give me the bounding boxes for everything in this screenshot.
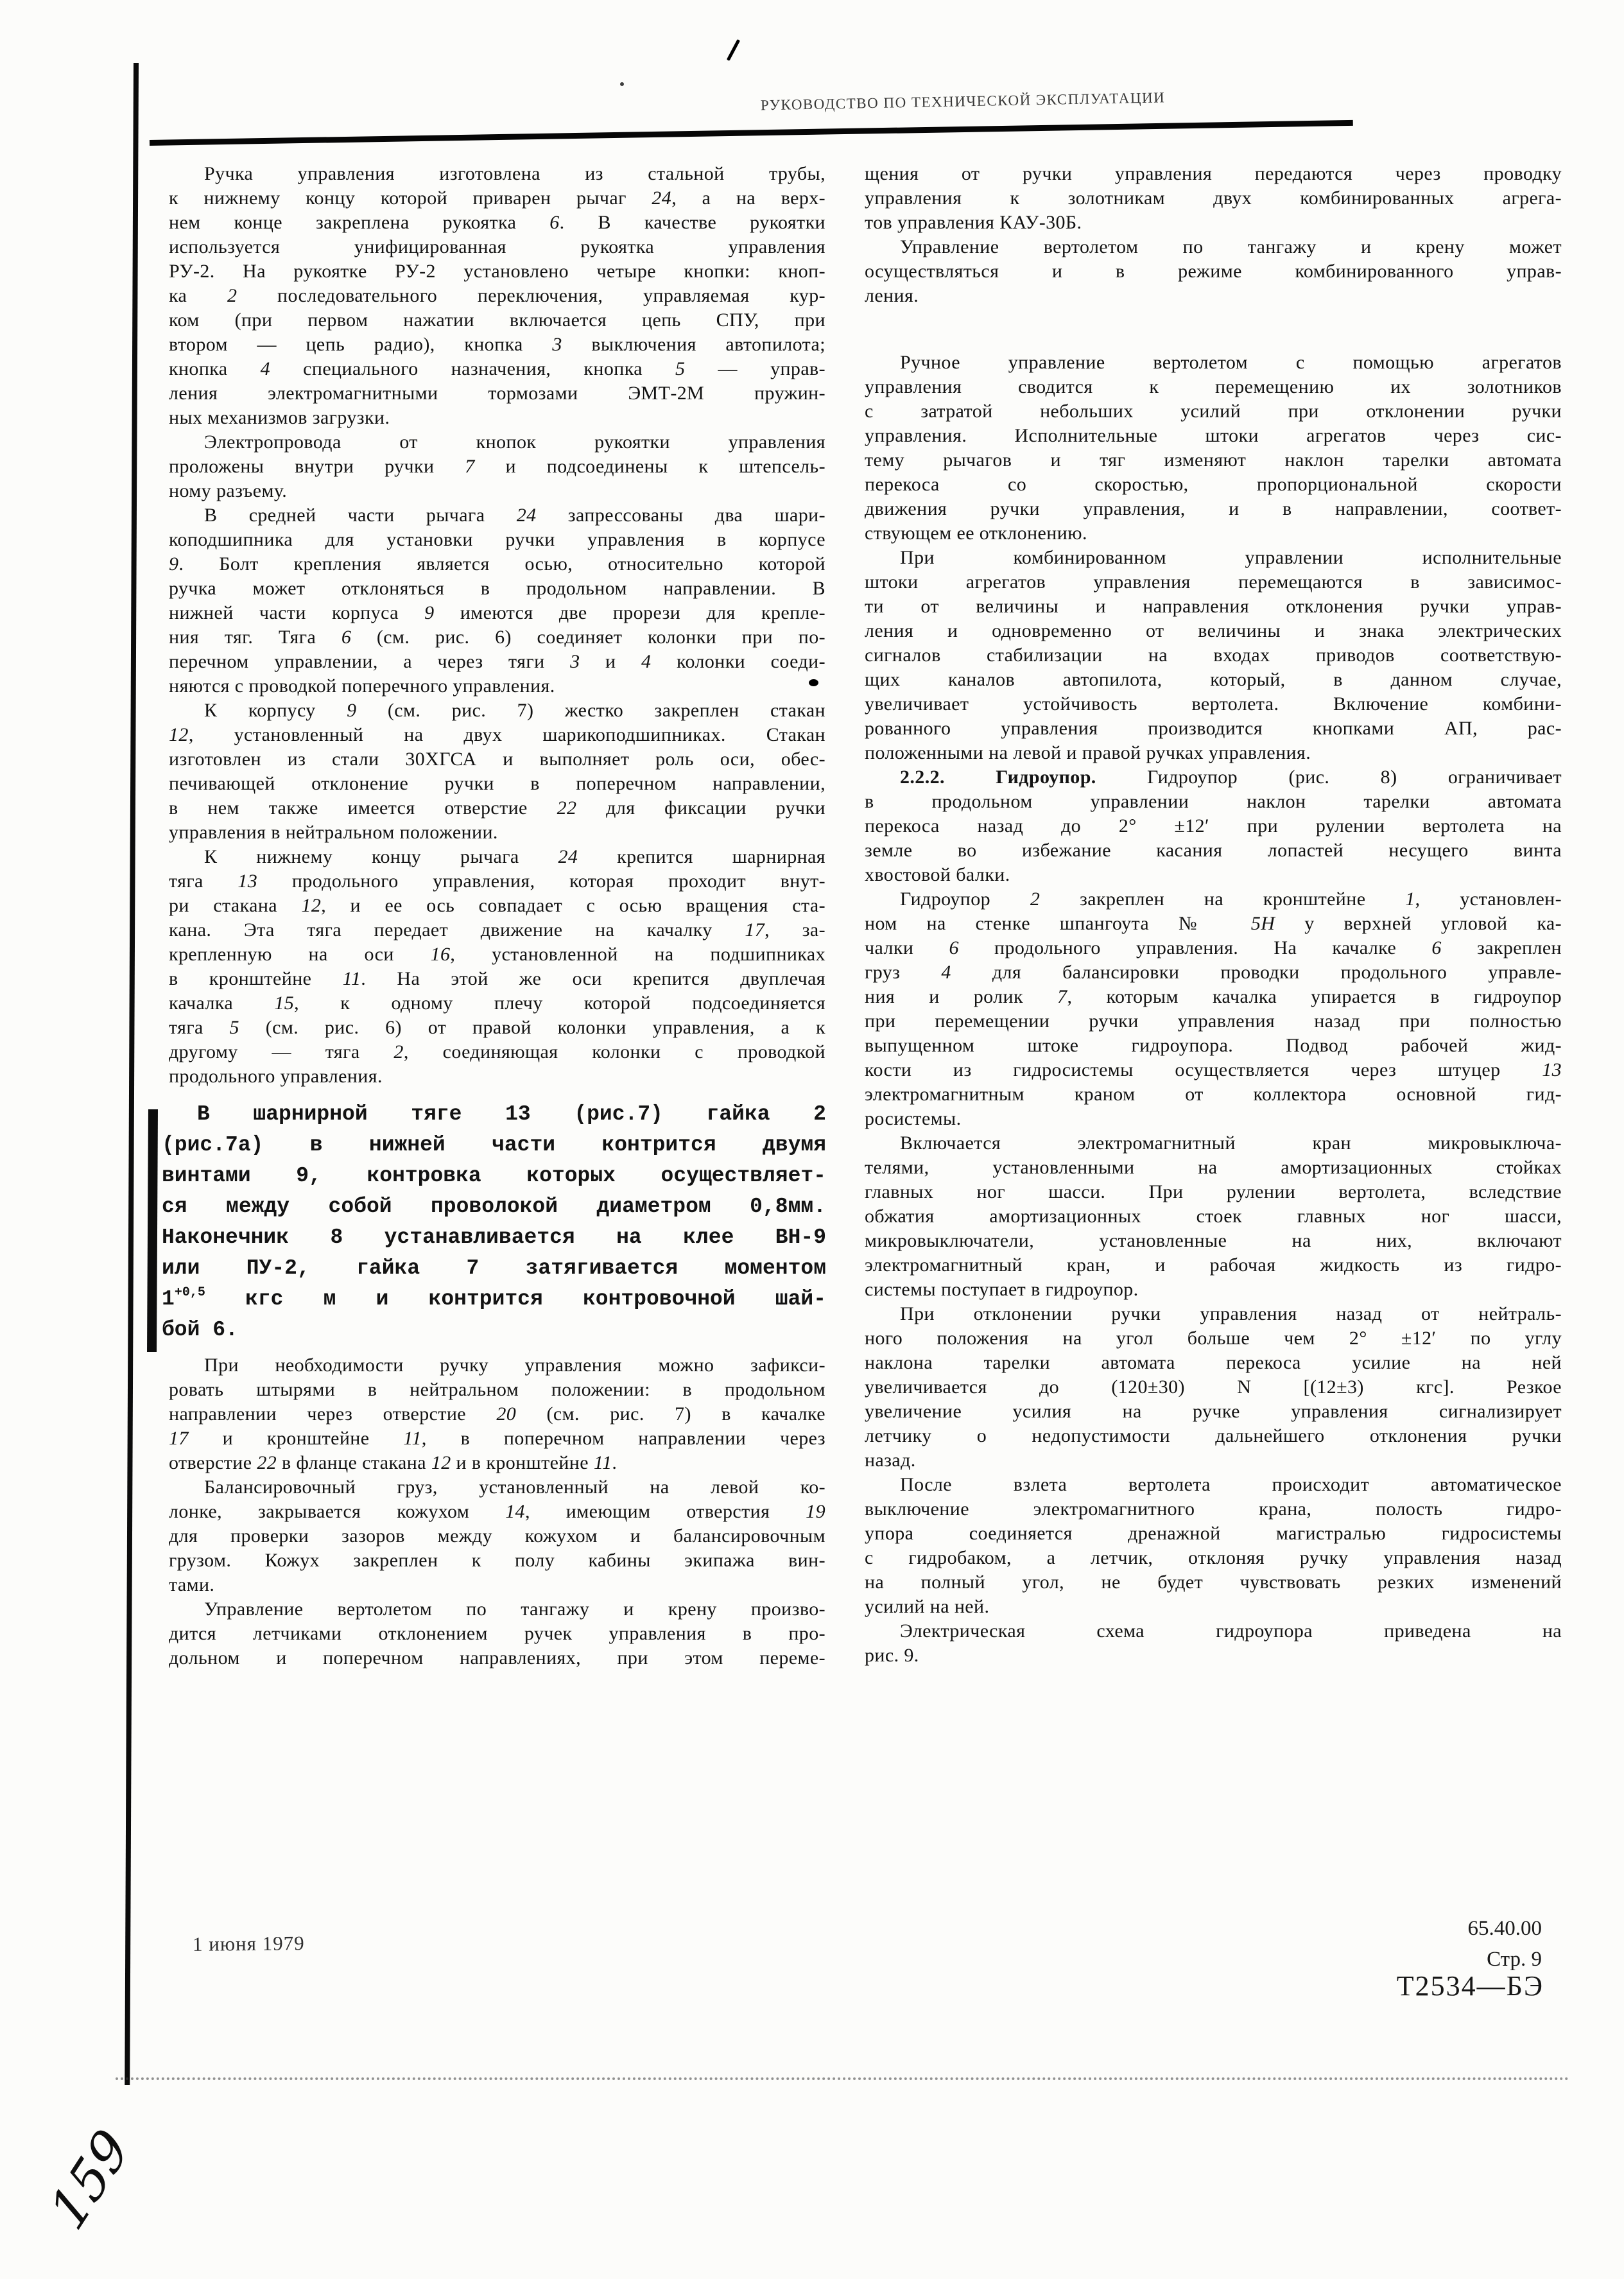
text-line: перекоса со скоростью, пропорциональной скорости <box>865 474 1562 495</box>
scan-border-left <box>125 63 139 2085</box>
text-line: в кронштейне 11. На этой же оси крепится двуплечая <box>169 968 826 989</box>
text-line: качалка 15, к одному плечу которой подсоединяется <box>169 992 825 1014</box>
text-line: перекоса назад до 2° ±12′ при рулении вертолета на <box>865 815 1562 836</box>
text-line: В шарнирной тяге 13 (рис.7) гайка 2 <box>197 1102 826 1126</box>
text-line: управления в нейтральном положении. <box>169 822 498 843</box>
text-line: При необходимости ручку управления можно зафикси- <box>204 1355 825 1376</box>
text-line: груз 4 для балансировки проводки продольного управле- <box>865 962 1562 983</box>
typewritten-paragraph <box>162 1099 826 1346</box>
paragraph <box>169 845 825 1089</box>
text-line: с затратой небольших усилий при отклонении ручки <box>865 401 1562 422</box>
text-line: летчику о недопустимости дальнейшего отклонения ручки <box>865 1425 1562 1446</box>
text-line: Включается электромагнитный кран микровыключа- <box>900 1132 1562 1154</box>
text-line: увеличивается до (120±30) N [(12±3) кгс]. Резкое <box>865 1376 1562 1398</box>
column-right <box>865 162 1562 1668</box>
text-line: ри стакана 12, и ее ось совпадает с осью вращения ста- <box>169 895 825 916</box>
text-line: тов управления КАУ-30Б. <box>865 212 1082 233</box>
footer-doc-code: 65.40.00 <box>1467 1917 1542 1940</box>
text-line: используется унифицированная рукоятка управления <box>169 236 825 257</box>
text-line: земле во избежание касания лопастей несущего винта <box>865 840 1562 861</box>
paragraph <box>865 235 1562 308</box>
text-line: Гидроупор 2 закреплен на кронштейне 1, установлен- <box>900 888 1562 910</box>
text-line: дится летчиками отклонением ручек управления в про- <box>169 1623 825 1644</box>
text-line: увеличивает устойчивость вертолета. Включение комбини- <box>865 693 1562 715</box>
text-line: ручка может отклоняться в продольном направлении. В <box>169 578 825 599</box>
text-line: После взлета вертолета происходит автоматическое <box>900 1474 1562 1495</box>
text-line: Ручное управление вертолетом с помощью агрегатов <box>900 352 1562 373</box>
text-line: щих каналов автопилота, который, в данном случае, <box>865 669 1562 690</box>
paragraph <box>865 351 1562 546</box>
text-line: управления сводится к перемещению их золотников <box>865 376 1562 397</box>
text-line: ному разъему. <box>169 480 288 501</box>
text-line: ком (при первом нажатии включается цепь СПУ, при <box>169 309 825 331</box>
paragraph <box>169 1353 825 1475</box>
text-line: ствующем ее отклонению. <box>865 523 1087 544</box>
text-line: нижней части корпуса 9 имеются две прорези для крепле- <box>169 602 825 623</box>
text-line: управления. Исполнительные штоки агрегатов через сис- <box>865 425 1562 446</box>
text-line: усилий на ней. <box>865 1596 990 1617</box>
text-line: штоки агрегатов управления перемещаются в зависимос- <box>865 571 1562 593</box>
text-line: телями, установленными на амортизационных стойках <box>865 1157 1562 1178</box>
text-line: 9. Болт крепления является осью, относительно которой <box>169 553 825 575</box>
text-line: главных ног шасси. При рулении вертолета, вследствие <box>865 1181 1562 1202</box>
text-line: ровать штырями в нейтральном положении: в продольном <box>169 1379 825 1400</box>
text-line: Электропровода от кнопок рукоятки управления <box>204 431 825 453</box>
text-line: При комбинированном управлении исполнительные <box>900 547 1562 568</box>
paragraph <box>865 1131 1562 1302</box>
paragraph <box>865 765 1562 887</box>
text-line: с гидробаком, а летчик, отклоняя ручку управления назад <box>865 1547 1562 1568</box>
text-line: В средней части рычага 24 запрессованы два шари- <box>204 505 825 526</box>
text-line: выключение электромагнитного крана, полость гидро- <box>865 1498 1562 1520</box>
text-line: винтами 9, контровка которых осуществляет- <box>162 1164 826 1188</box>
text-line: назад. <box>865 1450 916 1471</box>
page-header-title: РУКОВОДСТВО ПО ТЕХНИЧЕСКОЙ ЭКСПЛУАТАЦИИ <box>760 89 1166 114</box>
text-line: ных механизмов загрузки. <box>169 407 390 428</box>
text-line: в нем также имеется отверстие 22 для фиксации ручки <box>169 797 825 819</box>
text-line: кнопка 4 специального назначения, кнопка 5 — управ- <box>169 358 825 379</box>
text-line: тему рычагов и тяг изменяют наклон тарелки автомата <box>865 449 1562 471</box>
text-line: для проверки зазоров между кожухом и балансировочным <box>169 1525 825 1547</box>
text-line: няются с проводкой поперечного управления. <box>169 675 555 697</box>
text-line: коподшипника для установки ручки управления в корпусе <box>169 529 825 550</box>
text-line: ления электромагнитными тормозами ЭМТ-2М пружин- <box>169 383 825 404</box>
text-line: крепленную на оси 16, установленной на подшипниках <box>169 944 825 965</box>
text-line: электромагнитным краном от коллектора основной гид- <box>865 1084 1562 1105</box>
footer-page-number: Стр. 9 <box>1487 1948 1542 1971</box>
ink-speck <box>727 39 740 61</box>
text-line: управления к золотникам двух комбинированных агрега- <box>865 187 1562 209</box>
text-line: тяга 13 продольного управления, которая проходит внут- <box>169 871 825 892</box>
header-divider <box>150 120 1353 146</box>
text-line: грузом. Кожух закреплен к полу кабины экипажа вин- <box>169 1550 825 1571</box>
text-line: положенными на левой и правой ручках управления. <box>865 742 1311 763</box>
text-line: ния и ролик 7, которым качалка упирается в гидроупор <box>865 986 1562 1007</box>
text-line: Управление вертолетом по тангажу и крену произво- <box>204 1599 825 1620</box>
text-line: 2.2.2. Гидроупор. Гидроупор (рис. 8) ограничивает <box>900 767 1562 788</box>
text-line: отверстие 22 в фланце стакана 12 и в кронштейне 11. <box>169 1452 618 1473</box>
text-line: проложены внутри ручки 7 и подсоединены к штепсель- <box>169 456 826 477</box>
text-line: кости из гидросистемы осуществляется через штуцер 13 <box>865 1059 1562 1080</box>
text-line: обжатия амортизационных стоек главных ног шасси, <box>865 1206 1562 1227</box>
text-line: микровыключатели, установленные на них, включают <box>865 1230 1562 1251</box>
text-line: Балансировочный груз, установленный на левой ко- <box>204 1477 825 1498</box>
text-line: 17 и кронштейне 11, в поперечном направлении через <box>169 1428 825 1449</box>
text-line: К корпусу 9 (см. рис. 7) жестко закреплен стакан <box>204 700 826 721</box>
text-line: втором — цепь радио), кнопка 3 выключения автопилота; <box>169 334 825 355</box>
text-line: дольном и поперечном направлениях, при этом переме- <box>169 1647 825 1668</box>
text-line: ти от величины и направления отклонения ручки управ- <box>865 596 1562 617</box>
paragraph <box>169 1597 825 1670</box>
text-line: перечном управлении, а через тяги 3 и 4 колонки соеди- <box>169 651 825 672</box>
text-line: кана. Эта тяга передает движение на качалку 17, за- <box>169 919 826 940</box>
text-line: увеличение усилия на ручке управления сигнализирует <box>865 1401 1562 1422</box>
ink-speck <box>620 82 624 86</box>
paragraph <box>865 546 1562 765</box>
paragraph <box>169 162 825 430</box>
text-line: осуществляться и в режиме комбинированного управ- <box>865 261 1562 282</box>
text-line: ния тяг. Тяга 6 (см. рис. 6) соединяет колонки при по- <box>169 627 826 648</box>
text-line: рованного управления производится кнопками АП, рас- <box>865 718 1562 739</box>
text-line: Наконечник 8 устанавливается на клее ВН-9 <box>162 1226 826 1249</box>
text-line: продольного управления. <box>169 1066 383 1087</box>
handwritten-page-mark: 159 <box>39 2118 141 2242</box>
text-line: ся между собой проволокой диаметром 0,8мм. <box>162 1195 826 1218</box>
text-line: на полный угол, не будет чувствовать резких изменений <box>865 1572 1562 1593</box>
column-left <box>162 162 826 1670</box>
ink-speck <box>809 679 818 686</box>
paragraph <box>169 1475 825 1597</box>
footer-book-code: Т2534—БЭ <box>1396 1970 1544 2002</box>
paragraph <box>865 162 1562 235</box>
revision-change-bar <box>147 1109 158 1352</box>
text-line: РУ-2. На рукоятке РУ-2 установлено четыре кнопки: кноп- <box>169 261 825 282</box>
text-line: (рис.7а) в нижней части контрится двумя <box>162 1133 826 1157</box>
text-line: к нижнему концу которой приварен рычаг 24, а на верх- <box>169 187 826 209</box>
text-line: рис. 9. <box>865 1645 919 1666</box>
text-line: ка 2 последовательного переключения, управляемая кур- <box>169 285 825 306</box>
text-line: тяга 5 (см. рис. 6) от правой колонки управления, а к <box>169 1017 825 1038</box>
paragraph <box>169 698 825 845</box>
text-line: При отклонении ручки управления назад от нейтраль- <box>900 1303 1562 1324</box>
paragraph <box>865 1619 1562 1668</box>
paragraph <box>865 1473 1562 1619</box>
text-line: изготовлен из стали 30ХГСА и выполняет роль оси, обес- <box>169 749 825 770</box>
text-line: ления. <box>865 285 919 306</box>
text-line: чалки 6 продольного управления. На качалке 6 закреплен <box>865 937 1562 958</box>
text-line: 12, установленный на двух шарикоподшипниках. Стакан <box>169 724 825 745</box>
text-line: хвостовой балки. <box>865 864 1010 885</box>
text-line: ного положения на угол больше чем 2° ±12′ по углу <box>865 1328 1562 1349</box>
text-line: направлении через отверстие 20 (см. рис. 7) в качалке <box>169 1403 825 1425</box>
text-line: бой 6. <box>162 1318 238 1342</box>
text-line: упора соединяется дренажной магистралью гидросистемы <box>865 1523 1562 1544</box>
text-line: наклона тарелки автомата перекоса усилие на ней <box>865 1352 1562 1373</box>
text-line: К нижнему концу рычага 24 крепится шарнирная <box>204 846 825 867</box>
text-line: $1^{+0,5}$ кгс м и контрится контровочной шай- <box>162 1285 826 1311</box>
paragraph <box>169 430 825 503</box>
text-line: росистемы. <box>865 1108 962 1129</box>
text-line: Ручка управления изготовлена из стальной трубы, <box>204 163 825 184</box>
text-line: лонке, закрывается кожухом 14, имеющим отверстия 19 <box>169 1501 825 1522</box>
text-line: или ПУ-2, гайка 7 затягивается моментом <box>162 1256 826 1280</box>
paragraph <box>865 1302 1562 1473</box>
text-line: щения от ручки управления передаются через проводку <box>865 163 1562 184</box>
text-line: движения ручки управления, и в направлении, соответ- <box>865 498 1562 519</box>
text-line: нем конце закреплена рукоятка 6. В качестве рукоятки <box>169 212 825 233</box>
text-line: выпущенном штоке гидроупора. Подвод рабочей жид- <box>865 1035 1562 1056</box>
text-line: системы поступает в гидроупор. <box>865 1279 1139 1300</box>
scan-border-bottom <box>116 2077 1569 2080</box>
text-line: Электрическая схема гидроупора приведена на <box>900 1620 1562 1642</box>
paragraph <box>865 887 1562 1131</box>
text-line: электромагнитный кран, и рабочая жидкость из гидро- <box>865 1254 1562 1276</box>
paragraph <box>169 503 825 698</box>
text-line: при перемещении ручки управления назад при полностью <box>865 1010 1562 1032</box>
footer-date: 1 июня 1979 <box>192 1932 305 1955</box>
text-line: сигналов стабилизации на входах приводов соответствую- <box>865 645 1562 666</box>
text-line: печивающей отклонение ручки в поперечном направлении, <box>169 773 825 794</box>
text-line: ления и одновременно от величины и знака электрических <box>865 620 1562 641</box>
text-line: ном на стенке шпангоута № 5Н у верхней угловой ка- <box>865 913 1562 934</box>
text-line: тами. <box>169 1574 215 1595</box>
text-line: в продольном управлении наклон тарелки автомата <box>865 791 1562 812</box>
text-line: Управление вертолетом по тангажу и крену может <box>900 236 1562 257</box>
text-line: другому — тяга 2, соединяющая колонки с проводкой <box>169 1041 825 1062</box>
